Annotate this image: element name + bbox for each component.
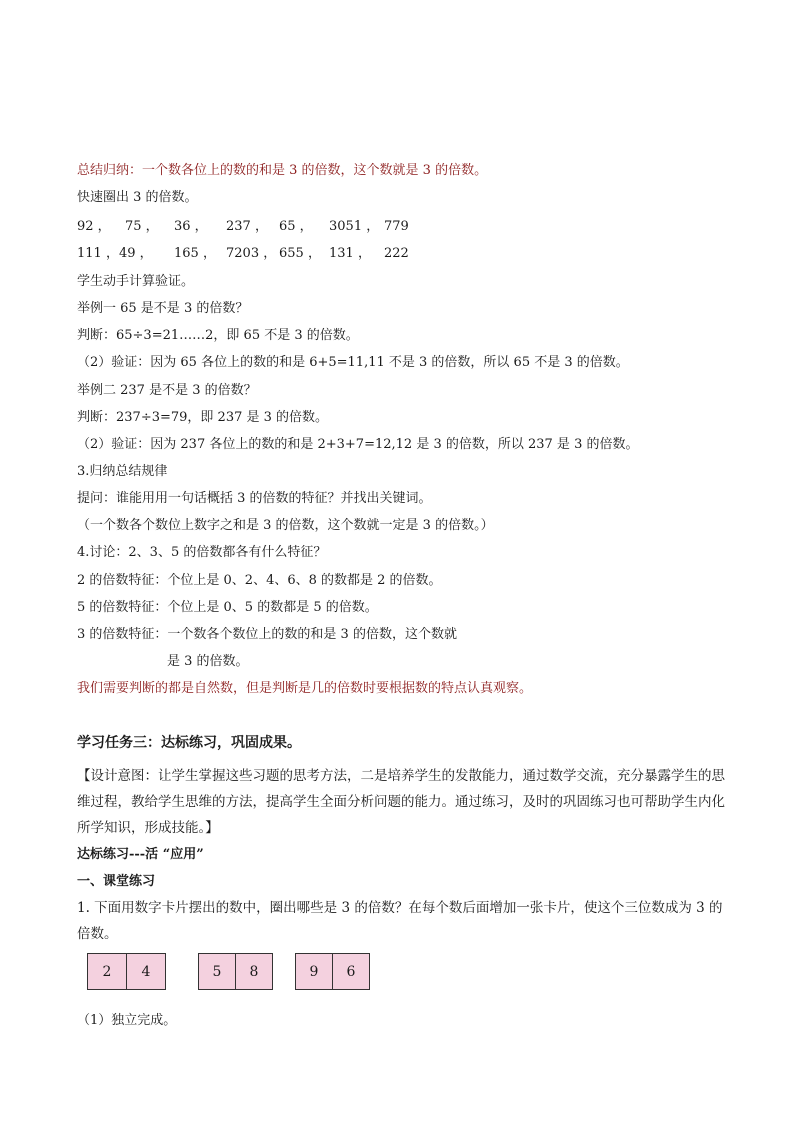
feature-5: 5 的倍数特征：个位上是 0、5 的数都是 5 的倍数。 [77, 600, 378, 615]
number-item: 165 ， [174, 246, 216, 261]
number-item: 3051 ， [329, 219, 380, 234]
quick-circle-line: 快速圈出 3 的倍数。 [77, 190, 198, 205]
number-item: 65 ， [279, 219, 313, 234]
verify-2: （2）验证：因为 237 各位上的数的和是 2+3+7=12,12 是 3 的倍数，所以 237 是 3 的倍数。 [77, 437, 639, 452]
design-intent: 【设计意图：让学生掌握这些习题的思考方法，二是培养学生的发散能力，通过数学交流，充分暴露学生的思维过程，教给学生思维的方法，提高学生全面分析问题的能力。通过练习，及时的巩固练习也可帮助学生内化所学知识，形成技能。】 [77, 768, 725, 836]
summary-line: 总结归纳：一个数各位上的数的和是 3 的倍数，这个数就是 3 的倍数。 [77, 163, 488, 178]
number-card: 8 [235, 953, 273, 990]
practice-title: 达标练习---活 “应用” [77, 847, 204, 862]
number-card: 6 [332, 953, 370, 990]
rule-title: 3.归纳总结规律 [77, 464, 168, 479]
number-item: 7203 ， [226, 246, 277, 261]
number-item: 36 ， [174, 219, 208, 234]
answer-line: （一个数各个数位上数字之和是 3 的倍数，这个数就一定是 3 的倍数。） [77, 518, 494, 533]
class-practice-title: 一、课堂练习 [77, 874, 156, 889]
number-item: 655 ， [279, 246, 321, 261]
judge-2: 判断：237÷3=79，即 237 是 3 的倍数。 [77, 410, 329, 425]
feature-2: 2 的倍数特征：个位上是 0、2、4、6、8 的数都是 2 的倍数。 [77, 573, 442, 588]
number-item: 237 ， [226, 219, 268, 234]
number-card: 2 [87, 953, 127, 990]
number-item: 111 ，49 ， [77, 246, 153, 261]
question-line: 提问：谁能用用一句话概括 3 的倍数的特征？并找出关键词。 [77, 491, 432, 506]
judge-1: 判断：65÷3=21……2，即 65 不是 3 的倍数。 [77, 328, 359, 343]
number-item: 92 ， [77, 219, 111, 234]
number-item: 222 [384, 246, 409, 261]
question-1: 1. 下面用数字卡片摆出的数中，圈出哪些是 3 的倍数？在每个数后面增加一张卡片，使这个三位数成为 3 的倍数。 [77, 900, 723, 942]
note-line: 我们需要判断的都是自然数，但是判断是几的倍数时要根据数的特点认真观察。 [77, 681, 533, 696]
number-item: 779 [384, 219, 409, 234]
number-card: 4 [126, 953, 166, 990]
number-item: 131 ， [329, 246, 371, 261]
example-1: 举例一 65 是不是 3 的倍数？ [77, 301, 249, 316]
number-item: 75 ， [125, 219, 159, 234]
task3-title: 学习任务三：达标练习，巩固成果。 [77, 735, 301, 751]
independent-line: （1）独立完成。 [77, 1013, 177, 1028]
number-card: 5 [198, 953, 236, 990]
feature-3-line-2: 是 3 的倍数。 [167, 654, 249, 669]
verify-intro: 学生动手计算验证。 [77, 274, 195, 289]
discuss-line: 4.讨论：2、3、5 的倍数都各有什么特征？ [77, 545, 327, 560]
number-card: 9 [295, 953, 333, 990]
feature-3-line-1: 3 的倍数特征：一个数各个数位上的数的和是 3 的倍数，这个数就 [77, 627, 457, 642]
verify-1: （2）验证：因为 65 各位上的数的和是 6+5=11,11 不是 3 的倍数，所以 65 不是 3 的倍数。 [77, 355, 629, 370]
example-2: 举例二 237 是不是 3 的倍数？ [77, 383, 257, 398]
